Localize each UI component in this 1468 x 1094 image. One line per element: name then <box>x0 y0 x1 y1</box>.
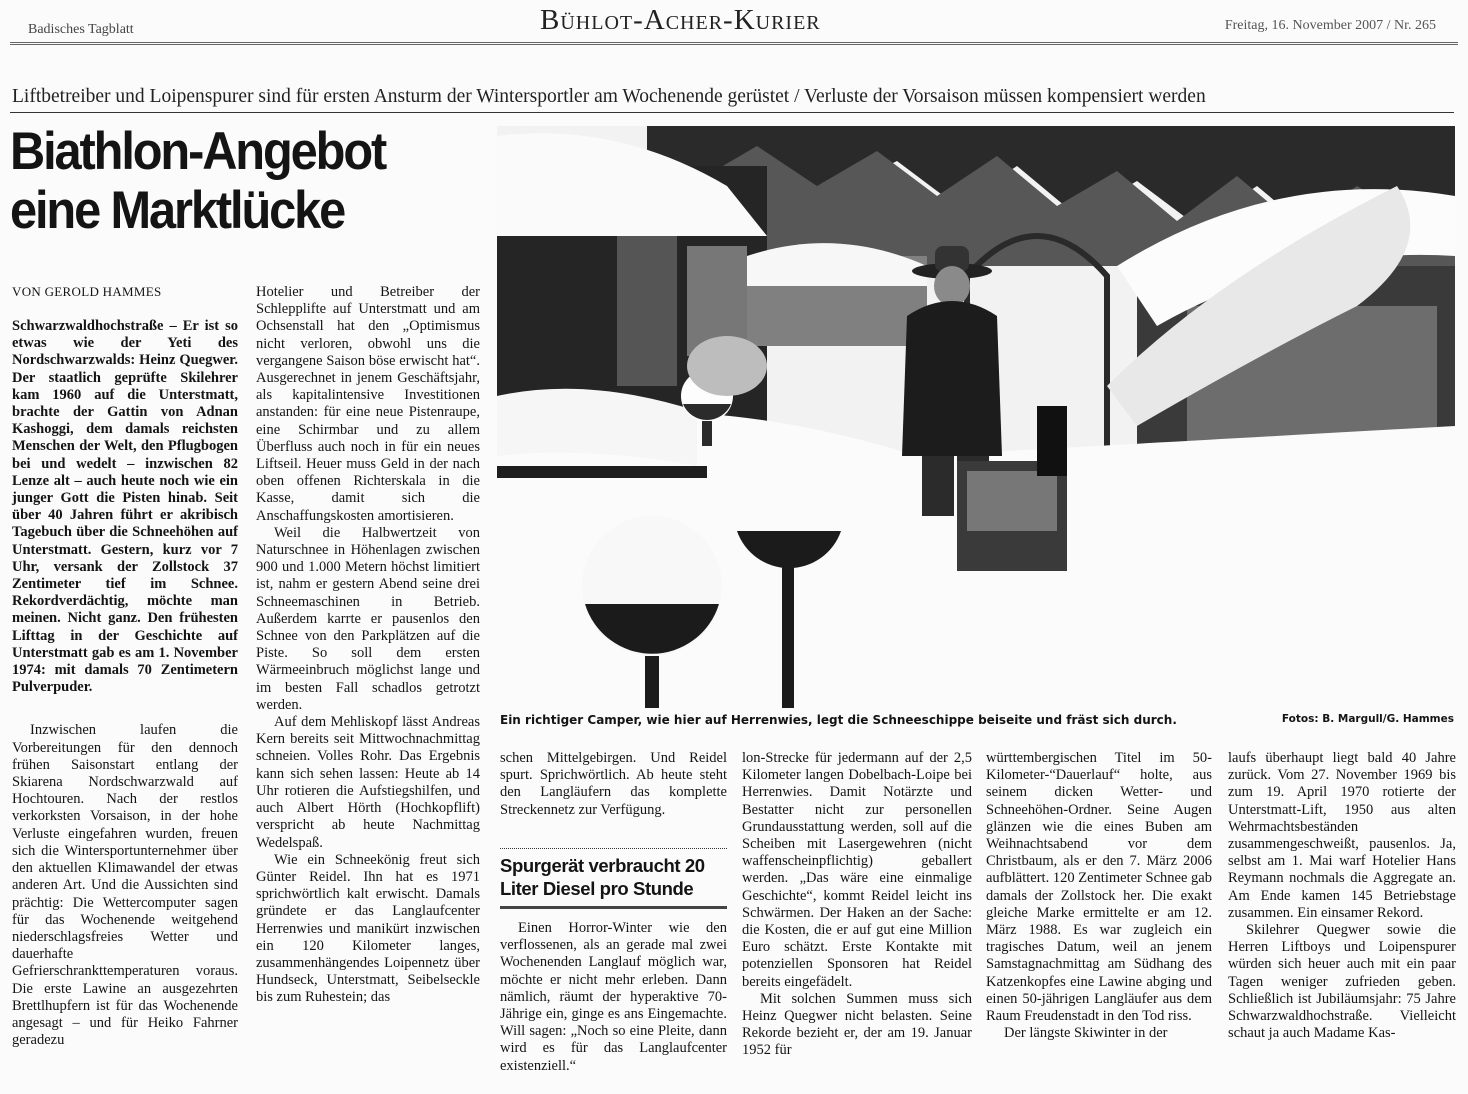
body-paragraph: Hotelier und Betreiber der Schlepplifte auf Unterstmatt und am Ochsenstall hat den „Optimismus nicht verloren, obwohl uns die vergangene Saison böse erwischt hat“. Ausgerechnet in jenem Geschäftsjahr, als kapitalintensive Investitionen anstanden: für eine neue Pistenraupe, eine Schirmbar und zu allem Überfluss auch noch in für ein neues Liftseil. Heuer muss Geld in der nach oben offenen Richterskala in die Kasse, damit sich die Anschaffungskosten amortisieren. <box>256 284 480 524</box>
masthead-newspaper-name: Badisches Tagblatt <box>28 22 134 37</box>
kicker-line: Liftbetreiber und Loipenspurer sind für ersten Ansturm der Wintersportler am Wochenende gerüstet / Verluste der Vorsaison müssen kompensiert werden <box>12 86 1206 107</box>
lead-paragraph: Schwarzwaldhochstraße – Er ist so etwas wie der Yeti des Nordschwarzwalds: Heinz Quegwer. Der staatlich geprüfte Skilehrer kam 1960 auf die Unterstmatt, brachte der Gattin von Adnan Kashoggi, dem damals reichsten Menschen der Welt, den Pflugbogen bei und wedelt – inzwischen 82 Lenze alt – auch heute noch wie ein junger Gott die Pisten hinab. Seit über 40 Jahren führt er akribisch Tagebuch über die Schneehöhen auf Unterstmatt. Gestern, kurz vor 7 Uhr, versank der Zollstock 37 Zentimeter tief im Schnee. Rekordverdächtig, möchte man meinen. Nicht ganz. Den frühesten Lifttag in der Geschichte auf Unterstmatt gab es am 1. November 1974: mit damals 70 Zentimetern Pulverpuder. <box>12 318 238 696</box>
article-column-3-continued <box>500 920 727 1075</box>
masthead-section-title: Bühlot-Acher-Kurier <box>540 4 821 36</box>
body-paragraph: laufs überhaupt liegt bald 40 Jahre zurück. Vom 27. November 1969 bis zum 19. April 1970 rotierte der Unterstmatt-Lift, 1950 aus alten Wehrmachtsbeständen zusammengeschweißt, pausenlos. Ja, selbst am 1. Mai warf Hotelier Hans Reymann nochmals die Aggregate an. Am Ende kamen 145 Betriebstage zusammen. Ein einsamer Rekord. <box>1228 750 1456 921</box>
byline: VON GEROLD HAMMES <box>12 284 162 299</box>
photo-caption: Ein richtiger Camper, wie hier auf Herrenwies, legt die Schneeschippe beiseite und fräst sich durch. <box>500 713 1177 727</box>
subhead-rule-top <box>500 848 727 849</box>
body-paragraph: Weil die Halbwertzeit von Naturschnee in Höhenlagen zwischen 900 und 1.000 Metern höchst limitiert ist, nahm er gestern Abend seine drei Schneemaschinen in Betrieb. Außerdem karrte er pausenlos den Schnee von den Parkplätzen auf die Piste. So soll dem ersten Wärmeeinbruch möglichst lange und im besten Fall schadlos getrotzt werden. <box>256 524 480 713</box>
snow-scene-image <box>497 126 1455 708</box>
body-paragraph: Einen Horror-Winter wie den verflossenen, als an gerade mal zwei Wochenenden Langlauf möglich war, möchte er nicht mehr erleben. Dann nämlich, räumt der hyperaktive 70-Jährige ein, ginge es ans Eingemachte. Will sagen: „Noch so eine Pleite, dann wird es für das Langlaufcenter existenziell.“ <box>500 920 727 1074</box>
body-paragraph: lon-Strecke für jedermann auf der 2,5 Kilometer langen Dobelbach-Loipe bei Herrenwies. Damit Notärzte und Bestatter nicht zur personellen Grundausstattung werden, soll auf die Scheiben mit Lasergewehren (nicht waffenscheinpflichtig) geballert werden. „Das wäre eine einmalige Geschichte“, kommt Reidel leicht ins Schwärmen. Der Haken an der Sache: die Kosten, die er auf gut eine Million Euro schätzt. Erste Kontakte mit potenziellen Sponsoren hat Reidel bereits eingefädelt. <box>742 750 972 990</box>
body-paragraph: Mit solchen Summen muss sich Heinz Quegwer nicht belasten. Seine Rekorde bezieht er, der am 19. Januar 1952 für <box>742 990 972 1059</box>
body-paragraph: Auf dem Mehliskopf lässt Andreas Kern bereits seit Mittwochnachmittag schneien. Volles Rohr. Das Ergebnis kann sich sehen lassen: Heute ab 14 Uhr rotieren die Aufstiegshilfen, und auch Albert Hörth (Hochkopflift) verspricht ab heute Nachmittag Wedelspaß. <box>256 714 480 851</box>
article-photo <box>497 126 1455 708</box>
article-column-4 <box>742 750 972 1060</box>
body-paragraph: Skilehrer Quegwer sowie die Herren Liftboys und Loipenspurer würden sich heuer auch mit ein paar Tagen weniger zufrieden geben. Schließlich ist Jubiläumsjahr: 75 Jahre Schwarzwaldhochstraße. Vielleicht schaut ja auch Madame Kas- <box>1228 922 1456 1042</box>
kicker-rule <box>10 112 1454 113</box>
headline-line-2: eine Marktlücke <box>10 181 345 240</box>
subheading: Spurgerät verbraucht 20 Liter Diesel pro Stunde <box>500 855 705 899</box>
masthead-rule <box>10 42 1458 45</box>
article-column-2 <box>256 284 480 1007</box>
body-paragraph: württembergischen Titel im 50-Kilometer-“Dauerlauf“ holte, aus seinem dicken Wetter- und Schneehöhen-Ordner. Seine Augen glänzen wie die eines Buben am Weihnachtsabend vor dem Christbaum, als er den 7. März 2006 aufblättert. 120 Zentimeter Schnee gab damals der Zollstock her. Die exakt gleiche Marke ermittelte er am 12. März 1988. Es war zugleich ein tragisches Datum, weil an jenem Samstagnachmittag am Südhang des Katzenkopfes eine Lawine abging und einen 50-jährigen Langläufer aus dem Raum Freudenstadt in den Tod riss. <box>986 750 1212 1025</box>
headline-line-1: Biathlon-Angebot <box>10 122 386 181</box>
body-paragraph: Wie ein Schneekönig freut sich Günter Reidel. Ihn hat es 1971 sprichwörtlich kalt erwischt. Damals gründete er das Langlaufcenter Herrenwies und manikürt inzwischen ein 120 Kilometer langes, zusammenhängendes Loipennetz über Hundseck, Unterstmatt, Seibelseckle bis zum Ruhestein; das <box>256 851 480 1006</box>
body-paragraph: schen Mittelgebirgen. Und Reidel spurt. Sprichwörtlich. Ab heute steht den Langläufern das komplette Streckennetz zur Verfügung. <box>500 750 727 818</box>
photo-credit: Fotos: B. Margull/G. Hammes <box>1281 713 1454 725</box>
body-paragraph: Inzwischen laufen die Vorbereitungen für den dennoch frühen Saisonstart entlang der Skiarena Nordschwarzwald auf Hochtouren. Nach der restlos verkorksten Vorsaison, in der hohe Verluste eingefahren wurden, freuen sich die Wintersportunternehmer über den aktuellen Klimawandel der etwas anderen Art. Und die Aussichten sind prächtig: Die Wettercomputer sagen für das Wochenende weitgehend niederschlagsfreies Wetter und dauerhafte Gefrierschrankttemperaturen voraus. Die erste Lawine an ausgezehrten Brettlhupfern ist für das Wochenende angesagt – und für Heiko Fahrner geradezu <box>12 722 238 1049</box>
article-column-5 <box>986 750 1212 1042</box>
headline <box>10 122 452 240</box>
article-column-1 <box>12 318 238 1049</box>
article-column-3 <box>500 750 727 819</box>
body-paragraph: Der längste Skiwinter in der <box>1004 1025 1168 1042</box>
article-column-6 <box>1228 750 1456 1042</box>
subhead-rule-bottom <box>500 906 727 909</box>
masthead-date-issue: Freitag, 16. November 2007 / Nr. 265 <box>1224 18 1436 33</box>
